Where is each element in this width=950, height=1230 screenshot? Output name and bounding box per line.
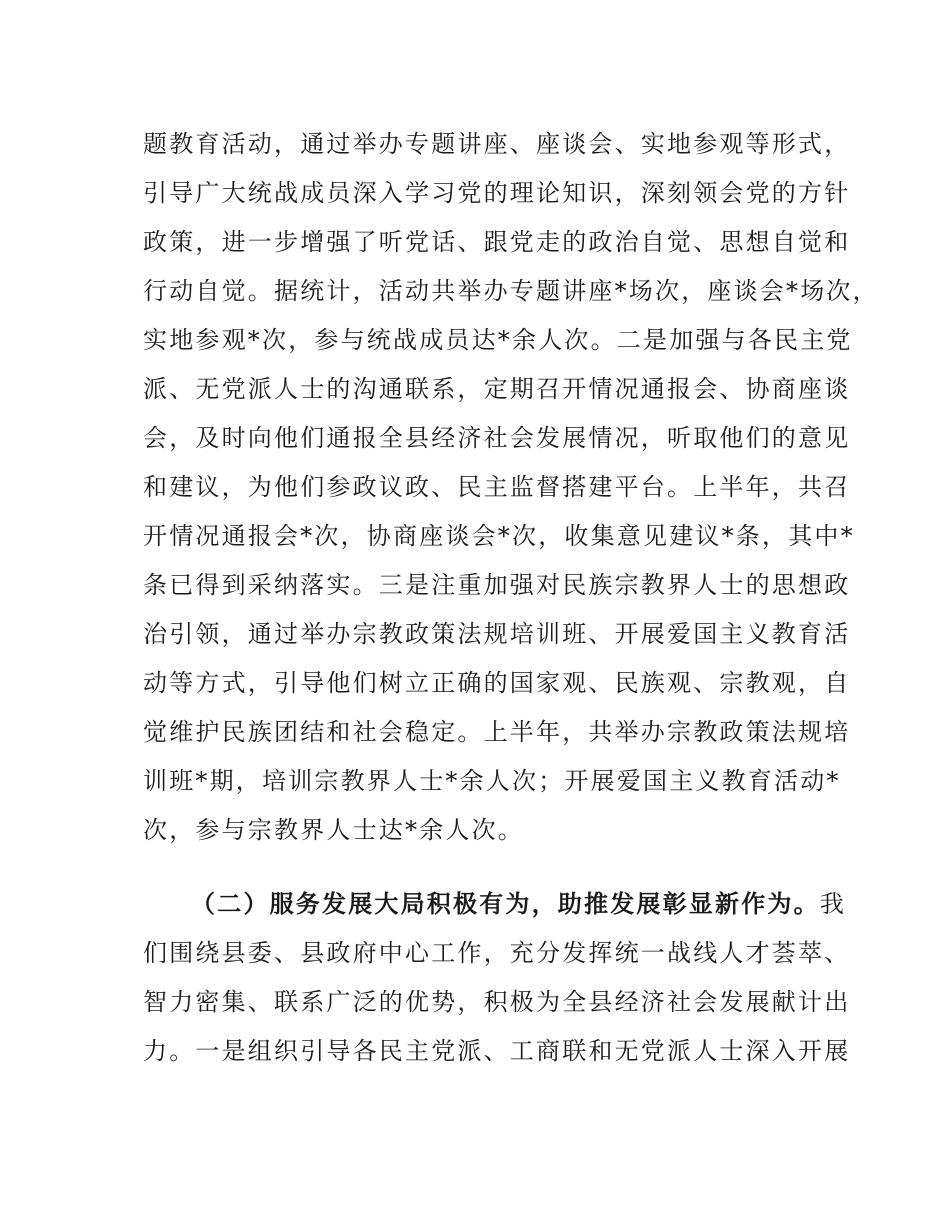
text-line: 行动自觉。据统计，活动共举办专题讲座*场次，座谈会*场次， bbox=[143, 277, 879, 305]
text-line: 会，及时向他们通报全县经济社会发展情况，听取他们的意见 bbox=[143, 424, 851, 452]
text-line: 和建议，为他们参政议政、民主监督搭建平台。上半年，共召 bbox=[143, 473, 851, 501]
section-heading: （二）服务发展大局积极有为，助推发展彰显新作为。 bbox=[191, 889, 820, 918]
text-line: 次，参与宗教界人士达*余人次。 bbox=[143, 816, 524, 844]
text-line: 派、无党派人士的沟通联系，定期召开情况通报会、协商座谈 bbox=[143, 375, 851, 403]
text-line: 智力密集、联系广泛的优势，积极为全县经济社会发展献计出 bbox=[143, 988, 851, 1016]
text-line: 觉维护民族团结和社会稳定。上半年，共举办宗教政策法规培 bbox=[143, 718, 851, 746]
text-line: 开情况通报会*次，协商座谈会*次，收集意见建议*条，其中* bbox=[143, 522, 855, 550]
section-first-line bbox=[143, 888, 846, 920]
text-line: 动等方式，引导他们树立正确的国家观、民族观、宗教观，自 bbox=[143, 669, 851, 697]
text-line: 实地参观*次，参与统战成员达*余人次。二是加强与各民主党 bbox=[143, 326, 853, 354]
text-line: 题教育活动，通过举办专题讲座、座谈会、实地参观等形式， bbox=[143, 130, 851, 158]
text-line: 力。一是组织引导各民主党派、工商联和无党派人士深入开展 bbox=[143, 1037, 851, 1065]
text-line: 治引领，通过举办宗教政策法规培训班、开展爱国主义教育活 bbox=[143, 620, 851, 648]
text-line: 训班*期，培训宗教界人士*余人次；开展爱国主义教育活动* bbox=[143, 767, 841, 795]
text-line: 条已得到采纳落实。三是注重加强对民族宗教界人士的思想政 bbox=[143, 571, 851, 599]
text-line: 引导广大统战成员深入学习党的理论知识，深刻领会党的方针 bbox=[143, 179, 851, 207]
text-line: 们围绕县委、县政府中心工作，充分发挥统一战线人才荟萃、 bbox=[143, 939, 851, 967]
section-first-line-rest: 我 bbox=[819, 890, 847, 918]
text-line: 政策，进一步增强了听党话、跟党走的政治自觉、思想自觉和 bbox=[143, 228, 851, 256]
